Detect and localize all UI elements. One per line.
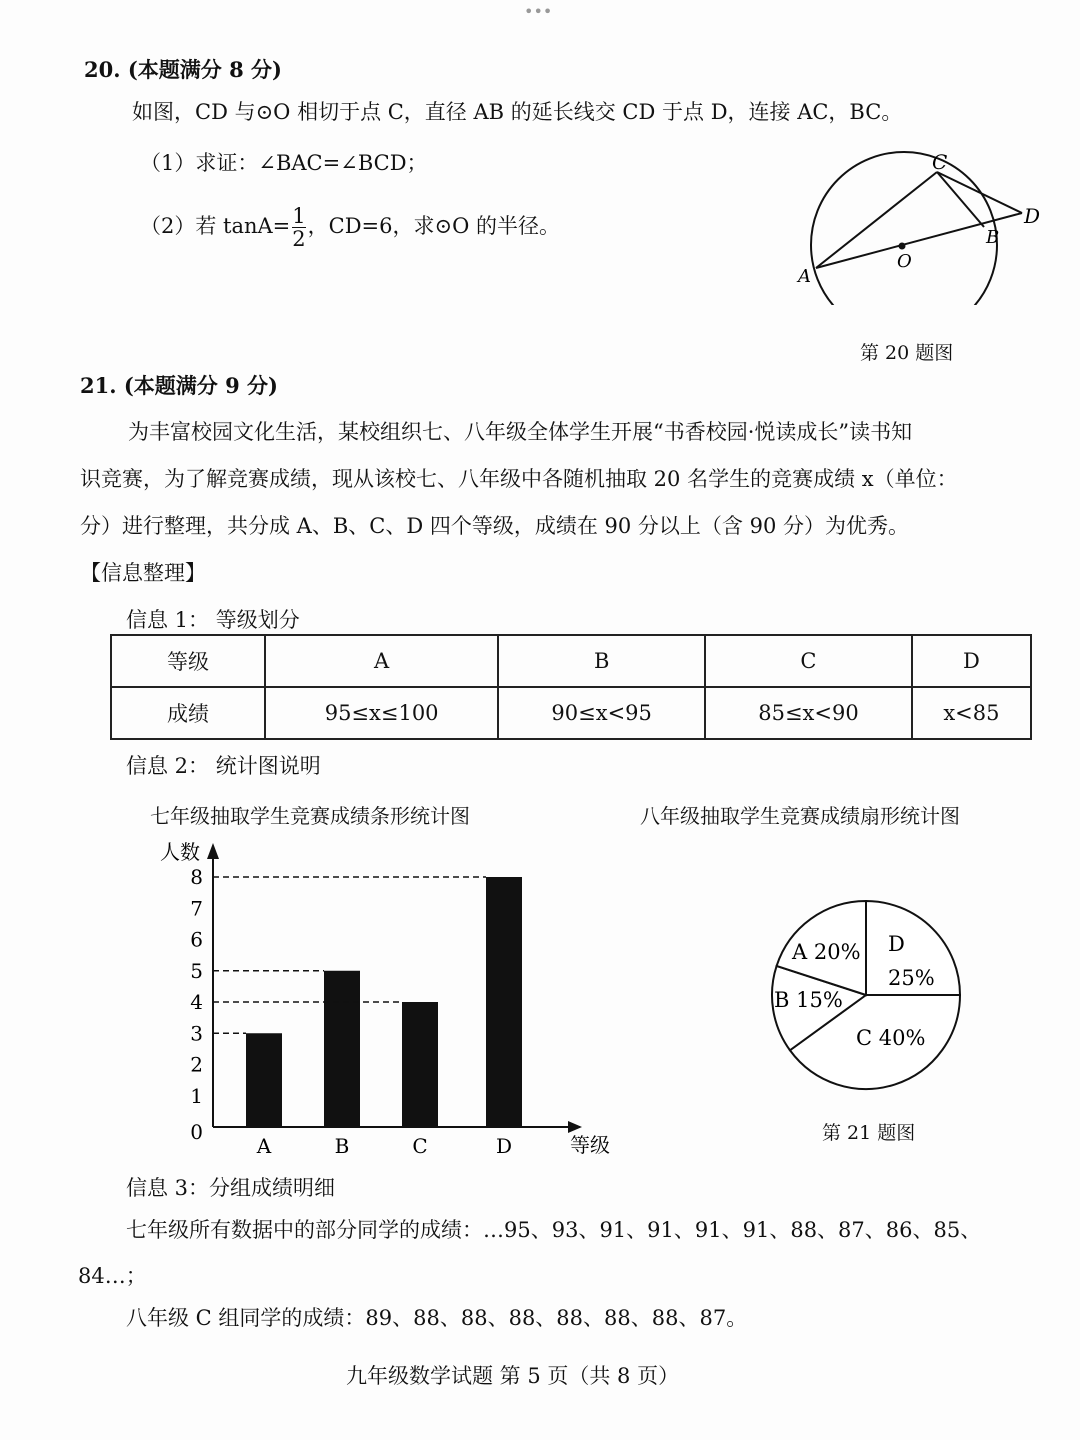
label-o: O <box>897 251 912 272</box>
table-cell: B <box>498 635 705 687</box>
bar-D <box>486 877 522 1127</box>
part2-pre: （2）若 tanA= <box>140 214 291 238</box>
line-cb <box>937 172 984 227</box>
y-axis-arrow <box>207 843 219 859</box>
label-a: A <box>798 266 811 287</box>
page-footer: 九年级数学试题 第 5 页（共 8 页） <box>346 1364 680 1388</box>
table-cell: 等级 <box>111 635 265 687</box>
frac-num: 1 <box>292 204 306 228</box>
q21-header: 21. (本题满分 9 分) <box>80 373 278 398</box>
table-cell: 95≤x≤100 <box>265 687 498 739</box>
pie-label: C 40% <box>856 1026 926 1050</box>
circle-figure <box>790 145 1060 305</box>
info3: 信息 3：分组成绩明细 <box>126 1176 336 1200</box>
center-point <box>899 243 906 250</box>
table-cell: C <box>705 635 912 687</box>
q20-caption: 第 20 题图 <box>860 342 954 364</box>
info1: 信息 1： 等级划分 <box>126 608 300 632</box>
info2: 信息 2： 统计图说明 <box>126 754 321 778</box>
grade-table <box>110 634 1032 740</box>
q21-para-2: 识竞赛，为了解竞赛成绩，现从该校七、八年级中各随机抽取 20 名学生的竞赛成绩 x（单位： <box>80 467 958 491</box>
detail-grade7: 七年级所有数据中的部分同学的成绩：…95、93、91、91、91、91、88、87、86、85、 <box>126 1218 982 1242</box>
table-cell: 90≤x<95 <box>498 687 705 739</box>
x-tick-label: A <box>256 1134 272 1158</box>
y-tick-label: 6 <box>190 927 203 952</box>
more-dots-icon[interactable]: ••• <box>524 2 553 21</box>
q21-para-1: 为丰富校园文化生活，某校组织七、八年级全体学生开展“书香校园·悦读成长”读书知 <box>128 420 913 444</box>
label-d: D <box>1024 204 1041 228</box>
circle-o <box>811 152 1000 305</box>
y-tick-label: 7 <box>190 896 203 921</box>
frac-den: 2 <box>292 227 306 251</box>
y-tick-label: 1 <box>190 1083 203 1108</box>
label-b: B <box>986 227 1000 248</box>
x-axis-arrow <box>568 1121 582 1133</box>
fraction <box>292 205 305 250</box>
table-row <box>111 687 1031 739</box>
detail-grade7-cont: 84…； <box>78 1264 147 1288</box>
pie-label: 25% <box>888 966 935 990</box>
y-tick-label: 2 <box>190 1052 203 1077</box>
y-tick-label: 4 <box>190 990 203 1014</box>
y-tick-label: 0 <box>190 1120 203 1144</box>
pie-label: D <box>888 932 905 956</box>
table-cell: D <box>912 635 1031 687</box>
x-tick-label: C <box>412 1134 428 1158</box>
table-cell: 85≤x<90 <box>705 687 912 739</box>
part2-post: ，CD=6，求⊙O 的半径。 <box>307 214 561 238</box>
table-row <box>111 635 1031 687</box>
q20-stem: 如图，CD 与⊙O 相切于点 C，直径 AB 的延长线交 CD 于点 D，连接 AC，BC。 <box>132 100 903 124</box>
bar-B <box>324 971 360 1127</box>
q21-para-3: 分）进行整理，共分成 A、B、C、D 四个等级，成绩在 90 分以上（含 90 分）为优秀。 <box>80 514 909 538</box>
pie-label: B 15% <box>774 988 843 1012</box>
q21-caption: 第 21 题图 <box>822 1122 916 1144</box>
bar-A <box>246 1033 282 1127</box>
section-title: 【信息整理】 <box>80 561 206 585</box>
detail-grade8: 八年级 C 组同学的成绩：89、88、88、88、88、88、88、87。 <box>126 1306 748 1330</box>
table-cell: x<85 <box>912 687 1031 739</box>
pie-chart-title: 八年级抽取学生竞赛成绩扇形统计图 <box>640 804 960 828</box>
x-tick-label: D <box>495 1134 513 1158</box>
bar-chart-title: 七年级抽取学生竞赛成绩条形统计图 <box>150 804 470 828</box>
table-cell: A <box>265 635 498 687</box>
q20-part2 <box>140 205 560 250</box>
y-tick-label: 8 <box>190 865 203 889</box>
line-cd <box>937 172 1022 213</box>
table-cell: 成绩 <box>111 687 265 739</box>
y-tick-label: 5 <box>190 958 203 983</box>
pie-chart <box>760 895 980 1095</box>
pie-label: A 20% <box>792 940 861 964</box>
y-axis-label: 人数 <box>160 840 200 864</box>
y-tick-label: 3 <box>190 1021 203 1046</box>
line-ac <box>816 172 937 268</box>
label-c: C <box>932 150 948 174</box>
bar-C <box>402 1002 438 1127</box>
x-tick-label: B <box>334 1134 350 1158</box>
q20-header: 20. (本题满分 8 分) <box>84 57 282 82</box>
q20-part1: （1）求证：∠BAC=∠BCD； <box>140 151 428 175</box>
bar-chart <box>150 835 640 1165</box>
x-axis-label: 等级 <box>570 1133 610 1157</box>
